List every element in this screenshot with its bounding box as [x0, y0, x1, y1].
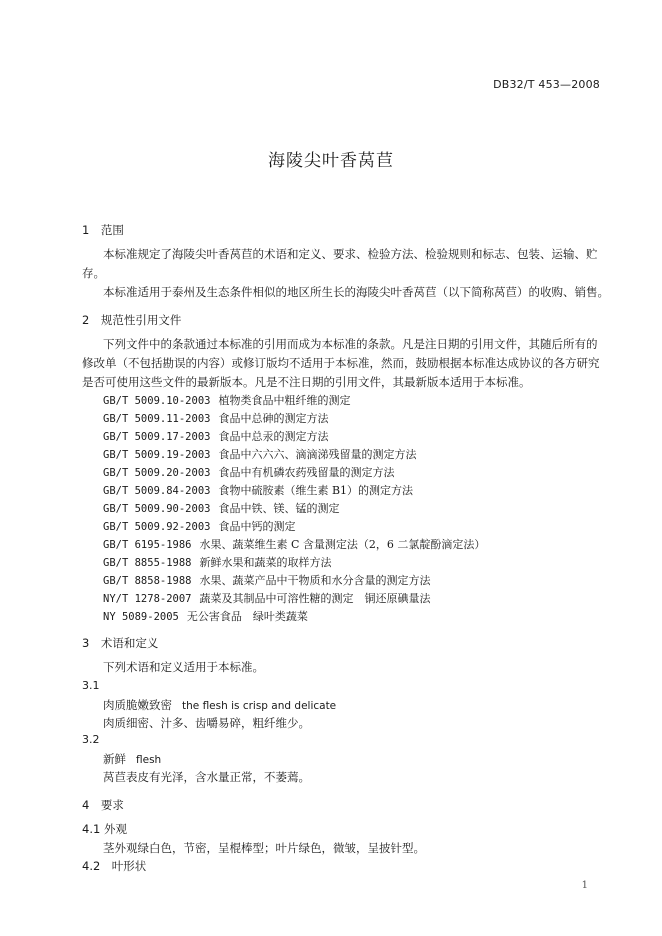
- reference-item: [103, 608, 308, 624]
- reference-title: 食物中硫胺素（维生素 B1）的测定方法: [218, 484, 414, 497]
- term-title-zh: 新鲜: [103, 752, 126, 766]
- reference-item: [103, 392, 350, 408]
- appearance-text: 茎外观绿白色，节密，呈棍棒型；叶片绿色，微皱，呈披针型。: [103, 841, 425, 855]
- terms-intro: 下列术语和定义适用于本标准。: [103, 660, 264, 674]
- reference-code: NY 5089-2005: [103, 611, 179, 623]
- term-title-en: the flesh is crisp and delicate: [182, 700, 337, 712]
- term-definition: 莴苣表皮有光泽，含水量正常，不萎蔫。: [103, 770, 310, 784]
- term-title: [103, 751, 161, 767]
- reference-item: [103, 428, 328, 444]
- reference-item: [103, 518, 295, 534]
- term-number: 3.2: [82, 733, 100, 746]
- normative-intro-line-1: 下列文件中的条款通过本标准的引用而成为本标准的条款。凡是注日期的引用文件，其随后所有的: [103, 337, 598, 351]
- reference-code: GB/T 5009.84-2003: [103, 485, 211, 497]
- reference-item: [103, 464, 394, 480]
- reference-code: GB/T 5009.11-2003: [103, 413, 211, 425]
- section-3-heading: 3 术语和定义: [82, 636, 159, 650]
- reference-item: [103, 590, 431, 606]
- scope-paragraph-2: 本标准适用于泰州及生态条件相似的地区所生长的海陵尖叶香莴苣（以下简称莴苣）的收购、销售。: [103, 285, 609, 299]
- reference-title: 蔬菜及其制品中可溶性糖的测定 铜还原碘量法: [199, 592, 431, 605]
- reference-title: 食品中铁、镁、锰的测定: [218, 502, 340, 515]
- scope-paragraph-1-line-2: 存。: [82, 266, 105, 280]
- reference-code: GB/T 5009.20-2003: [103, 467, 211, 479]
- document-title: 海陵尖叶香莴苣: [268, 151, 394, 171]
- reference-title: 食品中总汞的测定方法: [218, 430, 329, 443]
- reference-item: [103, 536, 485, 552]
- section-2-heading: 2 规范性引用文件: [82, 313, 182, 327]
- reference-item: [103, 446, 416, 462]
- scope-paragraph-1-line-1: 本标准规定了海陵尖叶香莴苣的术语和定义、要求、检验方法、检验规则和标志、包装、运输、贮: [103, 247, 598, 261]
- reference-code: GB/T 8855-1988: [103, 557, 192, 569]
- reference-code: NY/T 1278-2007: [103, 593, 192, 605]
- term-number: 3.1: [82, 679, 100, 692]
- normative-intro-line-3: 是否可使用这些文件的最新版本。凡是不注日期的引用文件，其最新版本适用于本标准。: [82, 375, 531, 389]
- section-1-heading: 1 范围: [82, 223, 124, 237]
- reference-item: [103, 500, 339, 516]
- reference-item: [103, 554, 332, 570]
- reference-item: [103, 410, 328, 426]
- reference-title: 食品中有机磷农药残留量的测定方法: [218, 466, 395, 479]
- reference-code: GB/T 6195-1986: [103, 539, 192, 551]
- term-title-zh: 肉质脆嫩致密: [103, 698, 172, 712]
- reference-code: GB/T 8858-1988: [103, 575, 192, 587]
- reference-code: GB/T 5009.17-2003: [103, 431, 211, 443]
- reference-item: [103, 572, 431, 588]
- subsection-4-1-heading: 4.1 外观: [82, 822, 127, 836]
- reference-code: GB/T 5009.90-2003: [103, 503, 211, 515]
- reference-title: 食品中钙的测定: [218, 520, 296, 533]
- reference-title: 新鲜水果和蔬菜的取样方法: [199, 556, 332, 569]
- standard-code: DB32/T 453—2008: [493, 78, 600, 91]
- reference-title: 水果、蔬菜产品中干物质和水分含量的测定方法: [199, 574, 431, 587]
- reference-title: 植物类食品中粗纤维的测定: [218, 394, 351, 407]
- section-4-heading: 4 要求: [82, 798, 124, 812]
- term-title-en: flesh: [136, 754, 162, 766]
- page-number: 1: [581, 880, 588, 891]
- reference-code: GB/T 5009.10-2003: [103, 395, 211, 407]
- reference-title: 食品中总砷的测定方法: [218, 412, 329, 425]
- term-definition: 肉质细密、汁多、齿嚼易碎，粗纤维少。: [103, 716, 310, 730]
- reference-title: 水果、蔬菜维生素 C 含量测定法（2，6 二氯靛酚滴定法）: [199, 538, 486, 551]
- reference-title: 无公害食品 绿叶类蔬菜: [186, 610, 308, 623]
- reference-code: GB/T 5009.92-2003: [103, 521, 211, 533]
- term-title: [103, 697, 336, 713]
- reference-title: 食品中六六六、滴滴涕残留量的测定方法: [218, 448, 417, 461]
- reference-code: GB/T 5009.19-2003: [103, 449, 211, 461]
- subsection-4-2-heading: 4.2 叶形状: [82, 859, 147, 873]
- normative-intro-line-2: 修改单（不包括勘误的内容）或修订版均不适用于本标准，然而，鼓励根据本标准达成协议的各方研究: [82, 356, 600, 370]
- reference-item: [103, 482, 413, 498]
